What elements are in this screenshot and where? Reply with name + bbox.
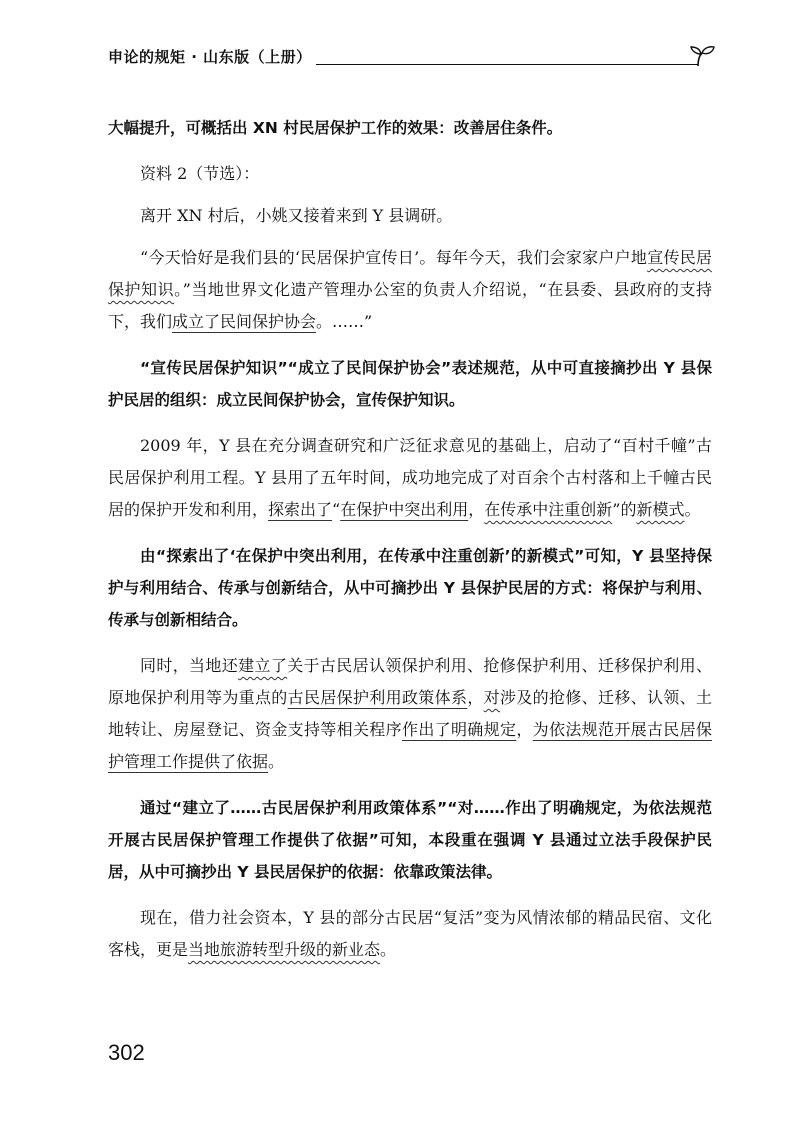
underlined-phrase: 作出了明确规定 <box>401 720 517 739</box>
text-run: 。 <box>380 940 397 959</box>
wavy-underlined-phrase: 宣传民居保护知识 <box>108 248 712 299</box>
text-run: “ <box>332 500 341 519</box>
text-run: “今天恰好是我们县的‘民居保护宣传日’。每年今天，我们会家家户户地 <box>140 248 648 267</box>
text-run: 。……” <box>316 312 373 331</box>
page-number: 302 <box>108 1040 145 1065</box>
analysis-paragraph-1: “宣传民居保护知识”“成立了民间保护协会”表述规范，从中可直接摘抄出 Y 县保护民居的组织：成立民间保护协会，宣传保护知识。 <box>108 359 712 409</box>
underlined-phrase: 古民居保护利用政策体系 <box>287 688 468 707</box>
text-run: 。 <box>684 500 701 519</box>
text-run: 涉及的抢修、迁移、认领、土地转让、房屋登记、资金支持等相关程序 <box>108 688 712 739</box>
wavy-underlined-phrase: 建立了 <box>238 656 288 675</box>
analysis-paragraph-3: 通过“建立了……古民居保护利用政策体系”“对……作出了明确规定，为依法规范开展古民居保护管理工作提供了依据”可知，本段重在强调 Y 县通过立法手段保护民居，从中可摘抄出 Y 县民居保护的依据：依靠政策法律。 <box>108 799 712 881</box>
underlined-phrase: 探索出了 <box>268 500 333 519</box>
header-rule <box>316 64 698 65</box>
underlined-phrase: 为依法规范开展古民居保护管理工作提供了依据 <box>108 720 712 771</box>
paragraph-4 <box>108 242 712 338</box>
text-run: ”的 <box>612 500 637 519</box>
wavy-underlined-phrase: 对 <box>483 688 500 707</box>
running-header <box>108 44 720 74</box>
underlined-phrase: 成立了民间保护协会 <box>172 312 317 331</box>
wavy-underlined-phrase: 新模式 <box>636 500 685 519</box>
text-run: 同时，当地还 <box>140 656 239 675</box>
material-heading: 资料 2（节选）： <box>140 164 260 183</box>
text-run: ， <box>516 720 533 739</box>
text-run: ， <box>467 688 484 707</box>
paragraph-1: 大幅提升，可概括出 XN 村民居保护工作的效果：改善居住条件。 <box>108 119 563 137</box>
text-run: 。”当地世界文化遗产管理办公室的负责人介绍说，“在县委、县政府的支持下，我们 <box>108 280 712 331</box>
paragraph-8 <box>108 650 712 778</box>
paragraph-10 <box>108 902 712 966</box>
page-body <box>108 112 712 980</box>
text-run: 2009 年，Y 县在充分调查研究和广泛征求意见的基础上，启动了“百村千幢”古民居保护利用工程。Y 县用了五年时间，成功地完成了对百余个古村落和上千幢古民居的保护开发和利用， <box>108 436 712 519</box>
wavy-underlined-phrase: 在传承中注重创新 <box>484 500 613 519</box>
wavy-underlined-phrase: 当地旅游转型升级的新业态 <box>188 940 381 959</box>
text-run: 关于古民居认领保护利用、抢修保护利用、迁移保护利用、原地保护利用等为重点的 <box>108 656 712 707</box>
text-run: 现在，借力社会资本，Y 县的部分古民居“复活”变为风情浓郁的精品民宿、文化客栈，更是 <box>108 908 712 959</box>
text-run: 。 <box>268 752 285 771</box>
underlined-phrase: 在保护中突出利用 <box>340 500 469 519</box>
header-title: 申论的规矩 · 山东版（上册） <box>108 48 312 66</box>
analysis-paragraph-2: 由“探索出了‘在保护中突出利用，在传承中注重创新’的新模式”可知，Y 县坚持保护与利用结合、传承与创新结合，从中可摘抄出 Y 县保护民居的方式：将保护与利用、传承与创新相结合。 <box>108 547 712 629</box>
sprout-icon <box>686 44 718 72</box>
paragraph-3: 离开 XN 村后，小姚又接着来到 Y 县调研。 <box>140 206 453 225</box>
text-run: ， <box>468 500 485 519</box>
paragraph-6 <box>108 430 712 526</box>
